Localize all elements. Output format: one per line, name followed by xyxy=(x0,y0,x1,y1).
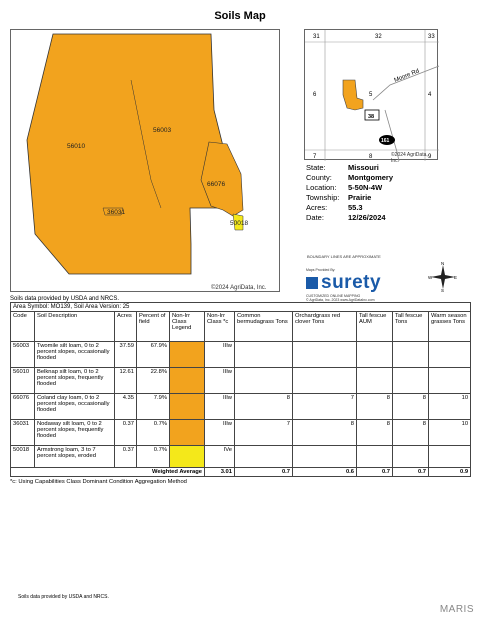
state-value: Missouri xyxy=(348,163,379,172)
section-31: 31 xyxy=(313,34,320,40)
maris-watermark: MARIS xyxy=(439,604,474,615)
cell-fescue-aum xyxy=(357,446,393,468)
col-percent: Percent of field xyxy=(137,312,170,342)
surety-tagline: CUSTOMIZED ONLINE MAPPING xyxy=(306,294,361,298)
surety-mark-icon xyxy=(306,277,318,289)
cell-code: 56010 xyxy=(11,368,35,394)
legend-swatch xyxy=(170,368,205,394)
location-info xyxy=(306,163,393,223)
col-fescue-tons: Tall fescue Tons xyxy=(393,312,429,342)
section-4: 4 xyxy=(428,92,432,98)
cell-acres: 37.59 xyxy=(115,342,137,368)
cell-bermudagrass xyxy=(235,342,293,368)
table-row xyxy=(11,420,471,446)
legend-swatch xyxy=(170,394,205,420)
cell-bermudagrass xyxy=(235,368,293,394)
cell-description: Belknap silt loam, 0 to 2 percent slopes, frequently flooded xyxy=(35,368,115,394)
table-header-row xyxy=(11,312,471,342)
weighted-warm-season: 0.9 xyxy=(429,468,471,477)
cell-fescue-aum xyxy=(357,342,393,368)
cell-fescue-tons: 8 xyxy=(393,420,429,446)
section-33: 33 xyxy=(428,34,435,40)
cell-fescue-tons: 8 xyxy=(393,394,429,420)
cell-acres: 0.37 xyxy=(115,420,137,446)
acres-value: 55.3 xyxy=(348,203,363,212)
section-8: 8 xyxy=(369,154,373,160)
cell-percent: 0.7% xyxy=(137,420,170,446)
cell-code: 36031 xyxy=(11,420,35,446)
surety-footer: © AgriData, Inc. 2023 www.AgriDataInc.com xyxy=(306,298,375,302)
table-row xyxy=(11,394,471,420)
legend-swatch xyxy=(170,420,205,446)
cell-fescue-tons xyxy=(393,342,429,368)
weighted-fescue-tons: 0.7 xyxy=(393,468,429,477)
data-source-bottom: Soils data provided by USDA and NRCS. xyxy=(18,594,109,600)
soils-map xyxy=(10,29,280,292)
cell-percent: 67.9% xyxy=(137,342,170,368)
section-32: 32 xyxy=(375,34,382,40)
cell-warm-season: 10 xyxy=(429,394,471,420)
col-class: Non-Irr Class *c xyxy=(205,312,235,342)
col-orchardgrass: Orchardgrass red clover Tons xyxy=(293,312,357,342)
soils-table xyxy=(10,302,471,477)
acres-key: Acres: xyxy=(306,203,328,212)
weighted-average-label: Weighted Average xyxy=(11,468,205,477)
cell-orchardgrass xyxy=(293,368,357,394)
cell-class: IIIw xyxy=(205,368,235,394)
legend-swatch xyxy=(170,342,205,368)
state-key: State: xyxy=(306,163,326,172)
weighted-orchardgrass: 0.6 xyxy=(293,468,357,477)
cell-description: Armstrong loam, 3 to 7 percent slopes, eroded xyxy=(35,446,115,468)
route-161: 161 xyxy=(381,138,390,144)
county-value: Montgomery xyxy=(348,173,393,182)
cell-bermudagrass: 8 xyxy=(235,394,293,420)
table-row xyxy=(11,368,471,394)
cell-percent: 7.9% xyxy=(137,394,170,420)
compass-n: N xyxy=(441,261,445,266)
table-row xyxy=(11,446,471,468)
legend-swatch xyxy=(170,446,205,468)
location-key: Location: xyxy=(306,183,337,192)
locator-copyright: ©2024 AgriData, Inc. xyxy=(391,152,428,164)
cell-percent: 22.8% xyxy=(137,368,170,394)
locator-parcel xyxy=(343,80,363,110)
section-6: 6 xyxy=(313,92,317,98)
map-label-56003: 56003 xyxy=(153,127,172,134)
location-value: 5-50N-4W xyxy=(348,183,383,192)
road-label: Moore Rd xyxy=(393,68,421,84)
area-symbol: Area Symbol: MO139, Soil Area Version: 25 xyxy=(11,303,471,312)
township-value: Prairie xyxy=(348,193,372,202)
cell-class: IIIw xyxy=(205,342,235,368)
map-label-66076: 66076 xyxy=(207,181,226,188)
compass-s: S xyxy=(441,288,445,293)
cell-code: 50018 xyxy=(11,446,35,468)
cell-code: 66076 xyxy=(11,394,35,420)
weighted-fescue-aum: 0.7 xyxy=(357,468,393,477)
county-key: County: xyxy=(306,173,332,182)
table-row xyxy=(11,342,471,368)
cell-warm-season xyxy=(429,342,471,368)
cell-fescue-aum xyxy=(357,368,393,394)
map-label-50018: 50018 xyxy=(230,220,249,227)
cell-acres: 12.61 xyxy=(115,368,137,394)
cell-orchardgrass xyxy=(293,342,357,368)
cell-description: Coland clay loam, 0 to 2 percent slopes, occasionally flooded xyxy=(35,394,115,420)
compass-e: E xyxy=(454,275,458,280)
township-key: Township: xyxy=(306,193,340,202)
col-acres: Acres xyxy=(115,312,137,342)
data-source-top: Soils data provided by USDA and NRCS. xyxy=(10,296,120,302)
locator-map xyxy=(304,29,438,164)
cell-description: Nodaway silt loam, 0 to 2 percent slopes, frequently flooded xyxy=(35,420,115,446)
compass-w: W xyxy=(428,275,433,280)
weighted-bermudagrass: 0.7 xyxy=(235,468,293,477)
weighted-average-row xyxy=(11,468,471,477)
date-key: Date: xyxy=(306,213,324,222)
cell-orchardgrass: 7 xyxy=(293,394,357,420)
surety-wordmark: surety xyxy=(321,272,382,293)
cell-orchardgrass xyxy=(293,446,357,468)
cell-acres: 0.37 xyxy=(115,446,137,468)
cell-description: Twomile silt loam, 0 to 2 percent slopes, occasionally flooded xyxy=(35,342,115,368)
map-copyright: ©2024 AgriData, Inc. xyxy=(211,285,267,291)
map-label-36031: 36031 xyxy=(107,209,126,216)
col-legend: Non-Irr Class Legend xyxy=(170,312,205,342)
surety-header: Maps Provided By: xyxy=(306,268,336,272)
col-warm-season: Warm season grasses Tons xyxy=(429,312,471,342)
col-bermudagrass: Common bermudagrass Tons xyxy=(235,312,293,342)
section-7: 7 xyxy=(313,154,317,160)
page-title: Soils Map xyxy=(214,10,266,22)
cell-warm-season: 10 xyxy=(429,420,471,446)
field-boundary-main xyxy=(27,34,225,274)
date-value: 12/26/2024 xyxy=(348,213,386,222)
cell-warm-season xyxy=(429,368,471,394)
boundary-note: BOUNDARY LINES ARE APPROXIMATE xyxy=(307,254,381,259)
col-description: Soil Description xyxy=(35,312,115,342)
compass-rose-icon xyxy=(428,262,458,292)
cell-percent: 0.7% xyxy=(137,446,170,468)
cell-warm-season xyxy=(429,446,471,468)
cell-fescue-aum: 8 xyxy=(357,420,393,446)
col-code: Code xyxy=(11,312,35,342)
section-5: 5 xyxy=(369,92,373,98)
cell-fescue-aum: 8 xyxy=(357,394,393,420)
cell-bermudagrass: 7 xyxy=(235,420,293,446)
cell-acres: 4.35 xyxy=(115,394,137,420)
cell-bermudagrass xyxy=(235,446,293,468)
route-38: 38 xyxy=(368,114,375,120)
weighted-class: 3.01 xyxy=(205,468,235,477)
cell-orchardgrass: 8 xyxy=(293,420,357,446)
cell-fescue-tons xyxy=(393,446,429,468)
cell-class: IVe xyxy=(205,446,235,468)
cell-class: IIIw xyxy=(205,420,235,446)
map-label-56010: 56010 xyxy=(67,143,86,150)
footnote: *c: Using Capabilities Class Dominant Condition Aggregation Method xyxy=(10,479,187,485)
col-fescue-aum: Tall fescue AUM xyxy=(357,312,393,342)
section-9: 9 xyxy=(428,154,432,160)
cell-fescue-tons xyxy=(393,368,429,394)
cell-class: IIIw xyxy=(205,394,235,420)
surety-logo xyxy=(306,268,411,302)
cell-code: 56003 xyxy=(11,342,35,368)
